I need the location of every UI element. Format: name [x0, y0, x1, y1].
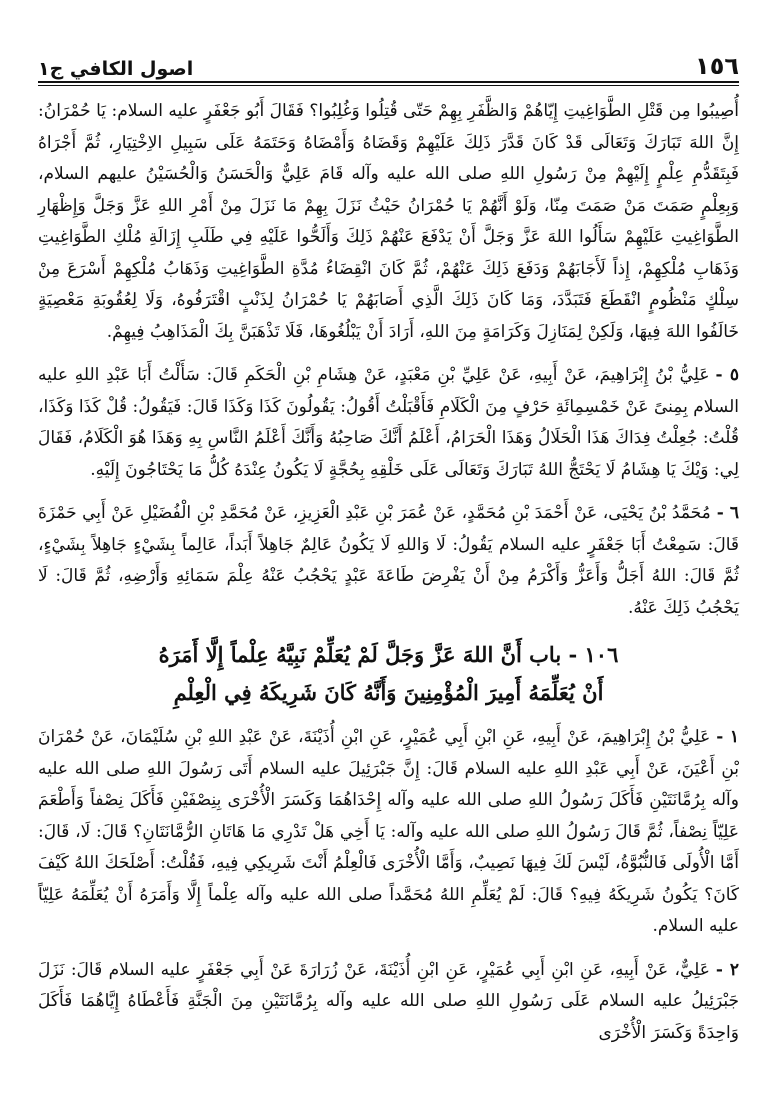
hadith-number: ٦ -	[716, 503, 739, 523]
paragraph-text: عَلِيُّ بْنُ إِبْرَاهِيمَ، عَنْ أَبِيهِ، عَنِ ابْنِ أَبِي عُمَيْرٍ، عَنِ ابْنِ أُذَيْنَةَ، عَنْ عَبْدِ اللهِ بْنِ سُلَيْمَانَ، عَنْ حُمْرَانَ بْنِ أَعْيَنَ، عَنْ أَبِي عَبْدِ اللهِ عليه السلام قَالَ: إِنَّ جَبْرَئِيلَ عليه السلام أَتَى رَسُولَ اللهِ صلى الله عليه وآله بِرُمَّانَتَيْنِ فَأَكَلَ رَسُولُ اللهِ صلى الله عليه وآله إِحْدَاهُمَا وَكَسَرَ الْأُخْرَى بِنِصْفَيْنِ فَأَكَلَ نِصْفاً وَأَطْعَمَ عَلِيّاً نِصْفاً، ثُمَّ قَالَ رَسُولُ اللهِ صلى الله عليه وآله: يَا أَخِي هَلْ تَدْرِي مَا هَاتَانِ الرُّمَّانَتَانِ؟ قَالَ: لَا، قَالَ: أَمَّا الْأُولَى فَالنُّبُوَّةُ، لَيْسَ لَكَ فِيهَا نَصِيبٌ، وَأَمَّا الْأُخْرَى فَالْعِلْمُ أَنْتَ شَرِيكِي فِيهِ، فَقُلْتُ: أَصْلَحَكَ اللهُ كَيْفَ كَانَ؟ يَكُونُ شَرِيكَهُ فِيهِ؟ قَالَ: لَمْ يُعَلِّمِ اللهُ مُحَمَّداً صلى الله عليه وآله عِلْماً إِلَّا وَأَمَرَهُ أَنْ يُعَلِّمَهُ عَلِيّاً عليه السلام.	[38, 727, 739, 936]
hadith-paragraph	[38, 96, 739, 348]
paragraph-text: أُصِيبُوا مِن قَتْلِ الطَّوَاغِيتِ إِيّاهُمْ وَالظَّفَرِ بِهِمْ حَتّى قُتِلُوا وَغُلِبُوا؟ فَقَالَ أَبُو جَعْفَرٍ عليه السلام: يَا حُمْرَانُ: إِنَّ اللهَ تَبَارَكَ وَتَعَالَى قَدْ كَانَ قَدَّرَ ذَلِكَ عَلَيْهِمْ وَقَضَاهُ وَأَمْضَاهُ وَحَتَمَهُ عَلَى سَبِيلِ الاِخْتِيَارِ، ثُمَّ أَجْرَاهُ فَبِتَقَدُّمِ عِلْمٍ إِلَيْهِمْ مِنْ رَسُولِ اللهِ صلى الله عليه وآله قَامَ عَلِيٌّ وَالْحَسَنُ وَالْحُسَيْنُ عليهم السلام، وَبِعِلْمٍ صَمَتَ مَنْ صَمَتَ مِنّا، وَلَوْ أَنَّهُمْ يَا حُمْرَانُ حَيْثُ نَزَلَ بِهِمْ مَا نَزَلَ مِنْ أَمْرِ اللهِ عَزَّ وَجَلَّ وَإِظْهَارِ الطَّوَاغِيتِ عَلَيْهِمْ سَأَلُوا اللهَ عَزَّ وَجَلَّ أَنْ يَدْفَعَ عَنْهُمْ ذَلِكَ وَأَلَحُّوا عَلَيْهِ فِي طَلَبِ إِزَالَةِ مُلْكِ الطَّوَاغِيتِ وَذَهَابِ مُلْكِهِمْ، إِذاً لَأَجَابَهُمْ وَدَفَعَ ذَلِكَ عَنْهُمْ، ثُمَّ كَانَ انْقِضَاءُ مُدَّةِ الطَّوَاغِيتِ وَذَهَابُ مُلْكِهِمْ أَسْرَعَ مِنْ سِلْكٍ مَنْظُومٍ انْقَطَعَ فَتَبَدَّدَ، وَمَا كَانَ ذَلِكَ الَّذِي أَصَابَهُمْ يَا حُمْرَانُ لِذَنْبٍ اقْتَرَفُوهُ، وَلَا لِعُقُوبَةِ مَعْصِيَةٍ خَالَفُوا اللهَ فِيهَا، وَلَكِنْ لِمَنَازِلَ وَكَرَامَةٍ مِنَ اللهِ، أَرَادَ أَنْ يَبْلُغُوهَا، فَلَا تَذْهَبَنَّ بِكَ الْمَذَاهِبُ فِيهِمْ.	[38, 101, 739, 342]
book-title: اصول الكافي ج١	[38, 58, 194, 80]
chapter-title-line-2: أَنْ يُعَلِّمَهُ أَمِيرَ الْمُؤْمِنِينَ وَأَنَّهُ كَانَ شَرِيكَهُ فِي الْعِلْمِ	[173, 680, 604, 705]
hadith-paragraph	[38, 955, 739, 1050]
paragraph-text: مُحَمَّدُ بْنُ يَحْيَى، عَنْ أَحْمَدَ بْنِ مُحَمَّدٍ، عَنْ عُمَرَ بْنِ عَبْدِ الْعَزِيزِ، عَنْ مُحَمَّدِ بْنِ الْفُضَيْلِ عَنْ أَبِي حَمْزَةَ قَالَ: سَمِعْتُ أَبَا جَعْفَرٍ عليه السلام يَقُولُ: لَا وَاللهِ لَا يَكُونُ عَالِمٌ جَاهِلاً أَبَداً، عَالِماً بِشَيْءٍ جَاهِلاً بِشَيْءٍ، ثُمَّ قَالَ: اللهُ أَجَلُّ وَأَعَزُّ وَأَكْرَمُ مِنْ أَنْ يَفْرِضَ طَاعَةَ عَبْدٍ يَحْجُبُ عَنْهُ عِلْمَ سَمَائِهِ وَأَرْضِهِ، ثُمَّ قَالَ: لَا يَحْجُبُ ذَلِكَ عَنْهُ.	[38, 503, 739, 618]
page-number: ١٥٦	[695, 52, 739, 80]
header-rule	[38, 81, 739, 83]
paragraph-text: عَلِيُّ بْنُ إِبْرَاهِيمَ، عَنْ أَبِيهِ، عَنْ عَلِيِّ بْنِ مَعْبَدٍ، عَنْ هِشَامِ بْنِ الْحَكَمِ قَالَ: سَأَلْتُ أَبَا عَبْدِ اللهِ عليه السلام بِمِنىً عَنْ خَمْسِمِائَةِ حَرْفٍ مِنَ الْكَلَامِ فَأَقْبَلْتُ أَقُولُ: يَقُولُونَ كَذَا وَكَذَا قَالَ: فَيَقُولُ: قُلْ كَذَا وَكَذَا، قُلْتُ: جُعِلْتُ فِدَاكَ هَذَا الْحَلَالُ وَهَذَا الْحَرَامُ، أَعْلَمُ أَنَّكَ صَاحِبُهُ وَأَنَّكَ أَعْلَمُ النَّاسِ بِهِ وَهَذَا هُوَ الْكَلَامُ، فَقَالَ لِي: وَيْكَ يَا هِشَامُ لَا يَحْتَجُّ اللهُ تَبَارَكَ وَتَعَالَى عَلَى خَلْقِهِ بِحُجَّةٍ لَا يَكُونُ عِنْدَهُ كُلُّ مَا يَحْتَاجُونَ إِلَيْهِ.	[38, 365, 739, 480]
hadith-number: ٥ -	[715, 365, 739, 385]
paragraph-text: عَلِيٌّ، عَنْ أَبِيهِ، عَنِ ابْنِ أَبِي عُمَيْرٍ، عَنِ ابْنِ أُذَيْنَةَ، عَنْ زُرَارَةَ عَنْ أَبِي جَعْفَرٍ عليه السلام قَالَ: نَزَلَ جَبْرَئِيلُ عليه السلام عَلَى رَسُولِ اللهِ صلى الله عليه وآله بِرُمَّانَتَيْنِ مِنَ الْجَنَّةِ فَأَعْطَاهُ إِيَّاهُمَا فَأَكَلَ وَاحِدَةً وَكَسَرَ الْأُخْرَى	[38, 959, 739, 1043]
header-rule-thin	[38, 85, 739, 86]
page-header	[38, 40, 739, 80]
hadith-paragraph	[38, 722, 739, 943]
page-body	[38, 96, 739, 1096]
chapter-title-line-1: ١٠٦ - باب أَنَّ اللهَ عَزَّ وَجَلَّ لَمْ يُعَلِّمْ نَبِيَّهُ عِلْماً إِلَّا أَمَرَهُ	[158, 642, 619, 667]
hadith-number: ١ -	[716, 727, 739, 747]
hadith-paragraph	[38, 360, 739, 486]
hadith-paragraph	[38, 498, 739, 624]
hadith-number: ٢ -	[715, 959, 739, 980]
chapter-heading	[38, 636, 739, 712]
